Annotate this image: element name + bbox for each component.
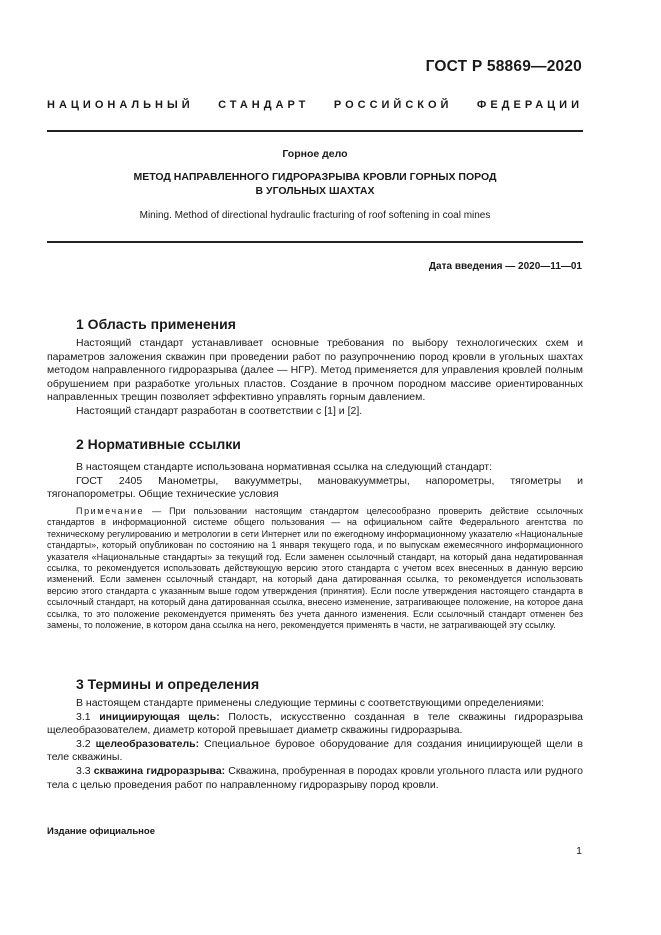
term-name: щелеобразователь: [95,737,200,750]
section-2-paragraph-1: В настоящем стандарте использована нормативная ссылка на следующий стандарт: [76,461,493,473]
introduction-date: Дата введения — 2020—11—01 [428,261,582,272]
term-name: инициирующая щель: [99,710,220,723]
title-divider [47,241,583,243]
section-2-note [47,506,583,631]
section-2-heading: 2 Нормативные ссылки [76,436,241,452]
page-number: 1 [576,845,582,857]
top-divider [47,130,583,132]
term-number: 3.3 [76,764,94,777]
section-1-paragraph-1: Настоящий стандарт устанавливает основные требования по выбору технологических схем и параметров заложения скважин при проведении работ по разупрочнению пород кровли в угольных шахтах методом направленного гидроразрыва (далее — НГР). Метод применяется для управления кровлей полным обрушением при разработке угольных пластов. Создание в прочном породном массиве ориентированных направленных трещин позволяет эффективно управлять горным давлением. [47,337,583,404]
section-1-heading: 1 Область применения [76,316,236,332]
section-1-paragraph-2: Настоящий стандарт разработан в соответствии с [1] и [2]. [76,404,363,417]
document-field: Горное дело [282,148,348,160]
note-paragraph [47,506,583,631]
standard-designation: ГОСТ Р 58869—2020 [425,58,582,75]
section-2-body [47,461,583,502]
section-2-paragraph-2: ГОСТ 2405 Манометры, вакуумметры, мановакуумметры, напорометры, тягометры и тягонапорометры. Общие технические условия [47,474,583,501]
term-definition: Полость, искусственно созданная в теле скважины гидроразрыва щелеобразователем, диаметр которой превышает диаметр скважины гидроразрыва. [47,710,583,737]
term-number: 3.1 [76,710,100,723]
note-text: — При пользовании настоящим стандартом целесообразно проверить действие ссылочных стандартов в информационной системе общего пользования — на официальном сайте Федерального агентства по техническому регулированию и метрологии в сети Интернет или по ежегодному информационному указателю «Национальные стандарты», который опубликован по состоянию на 1 января текущего года, и по выпускам ежемесячного информационного указателя «Национальные стандарты» за текущий год. Если заменен ссылочный стандарт, на который дана недатированная ссылка, то рекомендуется использовать действующую версию этого стандарта с учетом всех внесенных в данную версию изменений. Если заменен ссылочный стандарт, на который дана датированная ссылка, то рекомендуется использовать версию этого стандарта с указанным выше годом утверждения (принятия). Если после утверждения настоящего стандарта в ссылочный стандарт, на который дана датированная ссылка, внесено изменение, затрагивающее положение, на которое дана ссылка, то это положение рекомендуется применять без учета данного изменения. Если ссылочный стандарт отменен без замены, то положение, в котором дана ссылка на него, рекомендуется применять в части, не затрагивающей эту ссылку. [47,506,583,631]
section-3-body [47,697,583,792]
term-definition: Скважина, пробуренная в породах кровли угольного пласта или рудного тела с целью проведения работ по направленному гидроразрыву пород кровли. [47,764,583,791]
term-definition: Специальное буровое оборудование для создания инициирующей щели в теле скважины. [47,737,583,764]
national-standard-banner: НАЦИОНАЛЬНЫЙ СТАНДАРТ РОССИЙСКОЙ ФЕДЕРАЦИИ [47,99,583,111]
title-line-2: В УГОЛЬНЫХ ШАХТАХ [255,184,375,197]
section-3-intro: В настоящем стандарте применены следующие термины с соответствующими определениями: [76,697,545,709]
english-title: Mining. Method of directional hydraulic fracturing of roof softening in coal mines [139,210,491,221]
section-1-body [47,337,583,419]
term-3-2 [47,738,583,765]
note-label: Примечание [76,506,145,516]
official-edition-label: Издание официальное [47,826,155,837]
document-title [47,171,583,198]
term-3-1 [47,711,583,738]
term-number: 3.2 [76,737,96,750]
term-name: скважина гидроразрыва: [93,764,226,777]
title-line-1: МЕТОД НАПРАВЛЕННОГО ГИДРОРАЗРЫВА КРОВЛИ ГОРНЫХ ПОРОД [133,171,497,183]
term-3-3 [47,765,583,792]
section-3-heading: 3 Термины и определения [76,676,260,692]
